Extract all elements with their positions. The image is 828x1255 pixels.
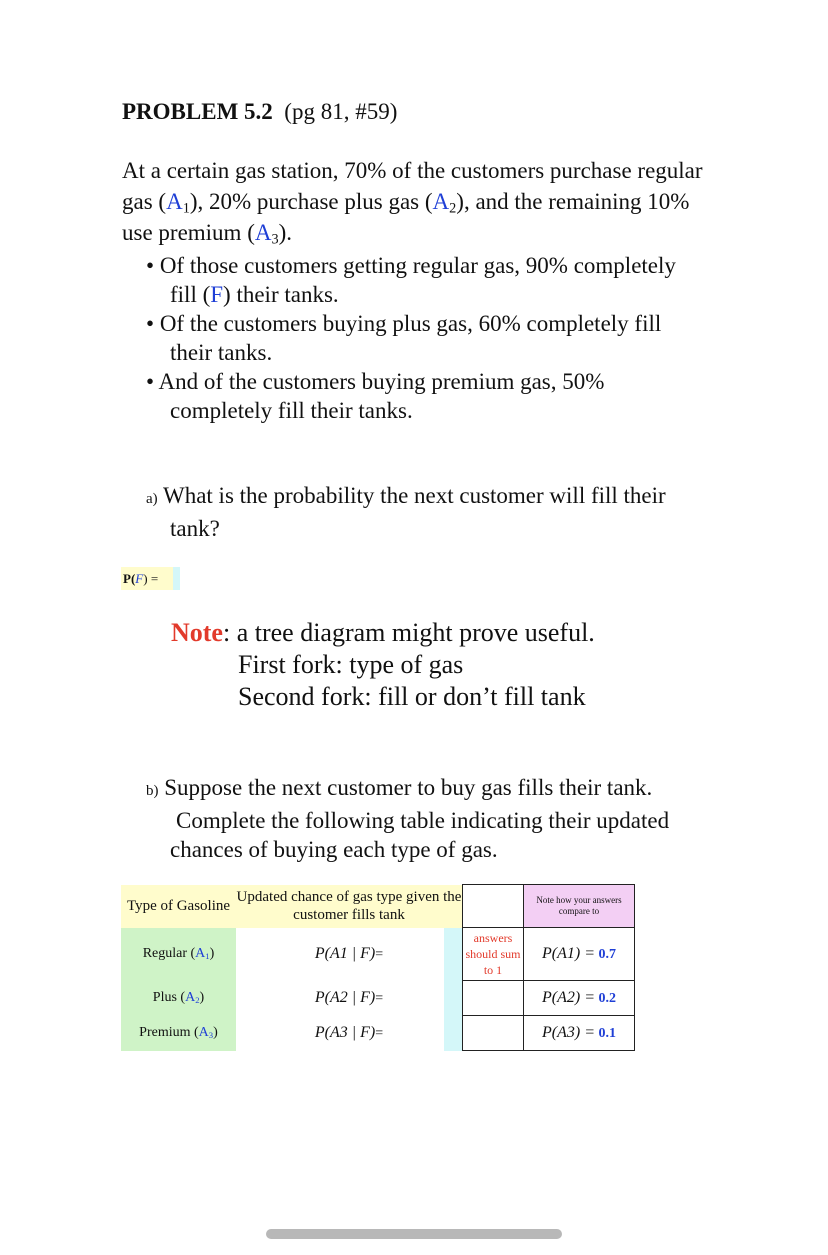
question-b: b) Suppose the next customer to buy gas fills their tank. Complete the following table indicating their updated chances of buying each type of gas. bbox=[146, 775, 670, 862]
answer-input-regular[interactable] bbox=[444, 928, 462, 981]
posterior-table bbox=[121, 884, 635, 1051]
bullet-item: • And of the customers buying premium gas, 50% completely fill their tanks. bbox=[146, 369, 605, 423]
answer-input-plus[interactable] bbox=[444, 981, 462, 1016]
col-header-updated: Updated chance of gas type given the customer fills tank bbox=[236, 885, 463, 928]
bullet-item: • Of those customers getting regular gas, 90% completely fill (F) their tanks. bbox=[146, 253, 676, 307]
question-a: a) What is the probability the next customer will fill their tank? bbox=[146, 483, 666, 541]
answer-input-premium[interactable] bbox=[444, 1016, 462, 1051]
sum-note: answers should sum to 1 bbox=[463, 928, 524, 981]
problem-ref: (pg 81, #59) bbox=[284, 99, 398, 124]
bullet-list bbox=[146, 251, 746, 425]
pf-answer-field[interactable]: P(F) = bbox=[121, 567, 180, 590]
col-header-compare: Note how your answers compare to bbox=[524, 885, 635, 928]
bullet-item: • Of the customers buying plus gas, 60% completely fill their tanks. bbox=[146, 311, 662, 365]
table-header-row bbox=[121, 885, 635, 928]
row-label-premium: Premium $(A_3)$ bbox=[121, 1016, 236, 1051]
row-label-regular: Regular $(A_1)$ bbox=[121, 928, 236, 981]
intro-paragraph: At a certain gas station, 70% of the customers purchase regular gas $(A_1)$, 20% purchase plus gas $(A_2)$, and the remaining 10% use premium $(A_3)$. bbox=[122, 158, 703, 248]
table-row: Plus $(A_2)$ P(A2 | F)= P(A2) = 0.2 bbox=[121, 981, 635, 1016]
note-block: Note: a tree diagram might prove useful. First fork: type of gas Second fork: fill or don’t fill tank bbox=[171, 618, 595, 711]
col-header-type: Type of Gasoline bbox=[121, 885, 236, 928]
row-label-plus: Plus $(A_2)$ bbox=[121, 981, 236, 1016]
problem-title bbox=[122, 99, 397, 125]
scrollbar[interactable] bbox=[266, 1229, 562, 1239]
table-row: Premium $(A_3)$ P(A3 | F)= P(A3) = 0.1 bbox=[121, 1016, 635, 1051]
table-row: Regular $(A_1)$ P(A1 | F)= answers should sum to 1 P(A1) = 0.7 bbox=[121, 928, 635, 981]
note-label: Note bbox=[171, 618, 223, 647]
problem-label: PROBLEM 5.2 bbox=[122, 99, 273, 124]
pf-input-cell[interactable] bbox=[173, 567, 180, 590]
